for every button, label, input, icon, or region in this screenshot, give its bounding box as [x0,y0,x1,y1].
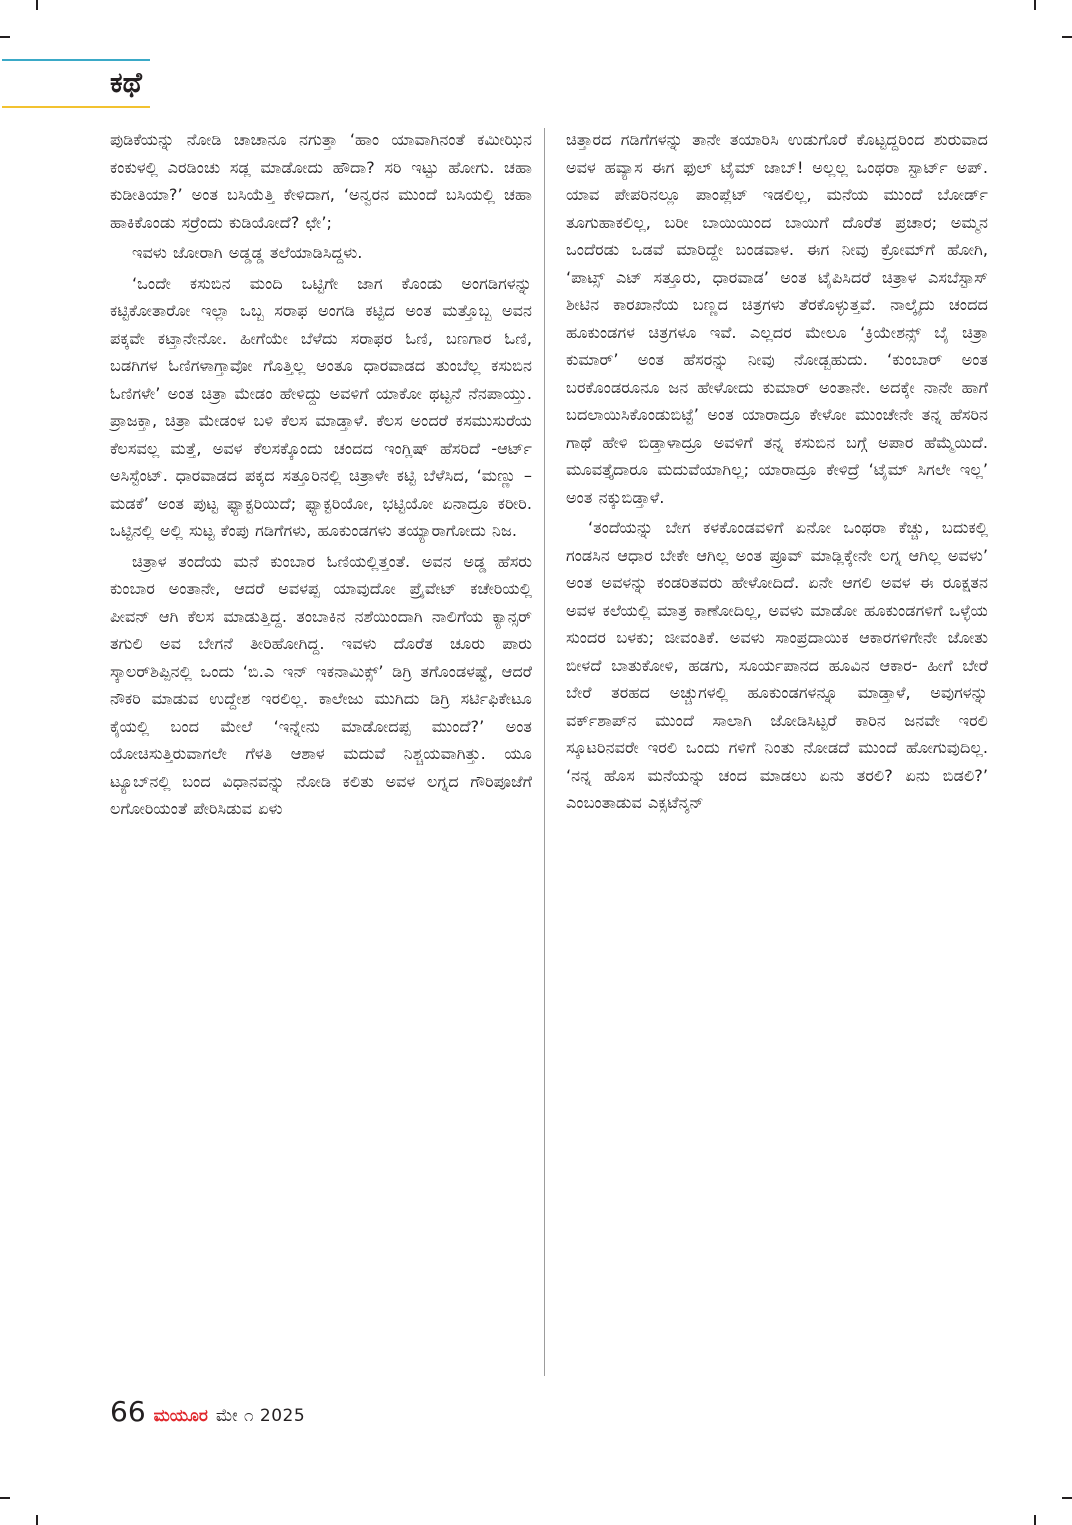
article-paragraph: ಚಿತ್ತಾರದ ಗಡಿಗೆಗಳನ್ನು ತಾನೇ ತಯಾರಿಸಿ ಉಡುಗೊರೆ ಕೊಟ್ಟದ್ದರಿಂದ ಶುರುವಾದ ಅವಳ ಹವ್ಯಾಸ ಈಗ ಫುಲ್ ಟೈಮ್ ಜಾಬ್! ಅಲ್ಲಲ್ಲ ಒಂಥರಾ ಸ್ಟಾರ್ಟ್ ಅಪ್. ಯಾವ ಪೇಪರಿನಲ್ಲೂ ಪಾಂಪ್ಲೆಟ್ ಇಡಲಿಲ್ಲ, ಮನೆಯ ಮುಂದೆ ಬೋರ್ಡ್ ತೂಗುಹಾಕಲಿಲ್ಲ, ಬರೀ ಬಾಯಿಯಿಂದ ಬಾಯಿಗೆ ದೊರೆತ ಪ್ರಚಾರ; ಅಮ್ಮನ ಒಂದೆರಡು ಒಡವೆ ಮಾರಿದ್ದೇ ಬಂಡವಾಳ. ಈಗ ನೀವು ಕ್ರೋಮ್‌ಗೆ ಹೋಗಿ, ‘ಪಾಟ್ಸ್ ಎಟ್ ಸತ್ತೂರು, ಧಾರವಾಡ’ ಅಂತ ಟೈಪಿಸಿದರೆ ಚಿತ್ರಾಳ ಎಸಬೆಸ್ಟಾಸ್ ಶೀಟಿನ ಕಾರಖಾನೆಯ ಬಣ್ಣದ ಚಿತ್ರಗಳು ತೆರಕೊಳ್ಳುತ್ತವೆ. ನಾಲ್ಕೈದು ಚಂದದ ಹೂಕುಂಡಗಳ ಚಿತ್ರಗಳೂ ಇವೆ. ಎಲ್ಲದರ ಮೇಲೂ ‘ಕ್ರಿಯೇಶನ್ಸ್ ಬೈ ಚಿತ್ರಾ ಕುಮಾರ್’ ಅಂತ ಹೆಸರನ್ನು ನೀವು ನೋಡ್ಬಹುದು. ‘ಕುಂಬಾರ್ ಅಂತ ಬರಕೊಂಡರೂನೂ ಜನ ಹೇಳೋದು ಕುಮಾರ್ ಅಂತಾನೇ. ಅದಕ್ಕೇ ನಾನೇ ಹಾಗೆ ಬದಲಾಯಿಸಿಕೊಂಡುಬಿಟ್ಟೆ’ ಅಂತ ಯಾರಾದ್ರೂ ಕೇಳೋ ಮುಂಚೇನೇ ತನ್ನ ಹೆಸರಿನ ಗಾಥೆ ಹೇಳಿ ಬಿಡ್ತಾಳಾದ್ರೂ ಅವಳಿಗೆ ತನ್ನ ಕಸುಬಿನ ಬಗ್ಗೆ ಅಪಾರ ಹೆಮ್ಮೆಯಿದೆ. ಮೂವತ್ತೈದಾರೂ ಮದುವೆಯಾಗಿಲ್ಲ; ಯಾರಾದ್ರೂ ಕೇಳಿದ್ರೆ ‘ಟೈಮ್ ಸಿಗಲೇ ಇಲ್ಲ’ ಅಂತ ನಕ್ಕುಬಿಡ್ತಾಳೆ. [566,130,988,507]
article-paragraph: ಪುಡಿಕೆಯನ್ನು ನೋಡಿ ಚಾಚಾನೂ ನಗುತ್ತಾ ‘ಹಾಂ ಯಾವಾಗಿನಂತೆ ಕಮೀಝಿನ ಕಂಕುಳಲ್ಲಿ ಎರಡಿಂಚು ಸಡ್ಲ ಮಾಡೋದು ಹೌದಾ? ಸರಿ ಇಟ್ಟು ಹೋಗು. ಚಹಾ ಕುಡೀತಿಯಾ?’ ಅಂತ ಬಸಿಯೆತ್ತಿ ಕೇಳಿದಾಗ, ‘ಅನ್ವರನ ಮುಂದೆ ಬಸಿಯಲ್ಲಿ ಚಹಾ ಹಾಕಿಕೊಂಡು ಸರ್ರೆಂದು ಕುಡಿಯೋದೆ? ಛೇ’; [110,130,532,232]
article-paragraph: ‘ಒಂದೇ ಕಸುಬಿನ ಮಂದಿ ಒಟ್ಟಿಗೇ ಜಾಗ ಕೊಂಡು ಅಂಗಡಿಗಳನ್ನು ಕಟ್ಟಿಕೋತಾರೋ ಇಲ್ಲಾ ಒಬ್ಬ ಸರಾಫ ಅಂಗಡಿ ಕಟ್ಟಿದ ಅಂತ ಮತ್ತೊಬ್ಬ ಅವನ ಪಕ್ಕವೇ ಕಟ್ತಾನೇನೋ. ಹೀಗೆಯೇ ಬೆಳೆದು ಸರಾಫರ ಓಣಿ, ಬಣಗಾರ ಓಣಿ, ಬಡಗಿಗಳ ಓಣಿಗಳಾಗ್ತಾವೋ ಗೊತ್ತಿಲ್ಲ ಅಂತೂ ಧಾರವಾಡದ ತುಂಬೆಲ್ಲ ಕಸುಬಿನ ಓಣಿಗಳೇ’ ಅಂತ ಚಿತ್ರಾ ಮೇಡಂ ಹೇಳಿದ್ದು ಅವಳಿಗೆ ಯಾಕೋ ಥಟ್ಟನೆ ನೆನಪಾಯ್ತು. ಪ್ರಾಜಕ್ತಾ, ಚಿತ್ರಾ ಮೇಡಂಳ ಬಳಿ ಕೆಲಸ ಮಾಡ್ತಾಳೆ. ಕೆಲಸ ಅಂದರೆ ಕಸಮುಸುರೆಯ ಕೆಲಸವಲ್ಲ ಮತ್ತೆ, ಅವಳ ಕೆಲಸಕ್ಕೊಂದು ಚಂದದ ಇಂಗ್ಲಿಷ್ ಹೆಸರಿದೆ -ಆರ್ಟ್ ಅಸಿಸ್ಟೆಂಟ್. ಧಾರವಾಡದ ಪಕ್ಕದ ಸತ್ತೂರಿನಲ್ಲಿ ಚಿತ್ರಾಳೇ ಕಟ್ಟಿ ಬೆಳೆಸಿದ, ‘ಮಣ್ಣು – ಮಡಕೆ’ ಅಂತ ಪುಟ್ಟ ಫ್ಯಾಕ್ಟರಿಯಿದೆ; ಫ್ಯಾಕ್ಟರಿಯೋ, ಭಟ್ಟಿಯೋ ಏನಾದ್ರೂ ಕರೀರಿ. ಒಟ್ಟಿನಲ್ಲಿ ಅಲ್ಲಿ ಸುಟ್ಟ ಕೆಂಪು ಗಡಿಗೆಗಳು, ಹೂಕುಂಡಗಳು ತಯ್ಯಾರಾಗೋದು ನಿಜ. [110,273,532,540]
page-footer [110,1394,305,1430]
article-paragraph: ‘ತಂದೆಯನ್ನು ಬೇಗ ಕಳಕೊಂಡವಳಿಗೆ ಏನೋ ಒಂಥರಾ ಕೆಚ್ಚು, ಬದುಕಲ್ಲಿ ಗಂಡಸಿನ ಆಧಾರ ಬೇಕೇ ಆಗಿಲ್ಲ ಅಂತ ಪ್ರೂವ್ ಮಾಡ್ಲಿಕ್ಕೇನೇ ಲಗ್ನ ಆಗಿಲ್ಲ ಅವಳು’ ಅಂತ ಅವಳನ್ನು ಕಂಡರಿತವರು ಹೇಳೋದಿದೆ. ಏನೇ ಆಗಲಿ ಅವಳ ಈ ರೂಕ್ಷತನ ಅವಳ ಕಲೆಯಲ್ಲಿ ಮಾತ್ರ ಕಾಣೋದಿಲ್ಲ, ಅವಳು ಮಾಡೋ ಹೂಕುಂಡಗಳಿಗೆ ಒಳ್ಳೆಯ ಸುಂದರ ಬಳಕು; ಜೀವಂತಿಕೆ. ಅವಳು ಸಾಂಪ್ರದಾಯಿಕ ಆಕಾರಗಳಿಗೇನೇ ಜೋತು ಬೀಳದೆ ಬಾತುಕೋಳಿ, ಹಡಗು, ಸೂರ್ಯಪಾನದ ಹೂವಿನ ಆಕಾರ- ಹೀಗೆ ಬೇರೆ ಬೇರೆ ತರಹದ ಅಚ್ಚುಗಳಲ್ಲಿ ಹೂಕುಂಡಗಳನ್ನೂ ಮಾಡ್ತಾಳೆ, ಅವುಗಳನ್ನು ವರ್ಕ್‌ಶಾಪ್‌ನ ಮುಂದೆ ಸಾಲಾಗಿ ಜೋಡಿಸಿಟ್ಟರೆ ಕಾರಿನ ಜನವೇ ಇರಲಿ ಸ್ಕೂಟರಿನವರೇ ಇರಲಿ ಒಂದು ಗಳಿಗೆ ನಿಂತು ನೋಡದೆ ಮುಂದೆ ಹೋಗುವುದಿಲ್ಲ. ‘ನನ್ನ ಹೊಸ ಮನೆಯನ್ನು ಚಂದ ಮಾಡಲು ಏನು ತರಲಿ? ಏನು ಬಿಡಲಿ?’ ಎಂಬಂತಾಡುವ ಎಕ್ಸಟೆನ್ಶನ್ [566,518,988,812]
section-accent-rule-bottom [2,106,150,108]
crop-mark-bottom-left-h [0,1497,10,1499]
crop-mark-top-right-h [1062,36,1072,38]
crop-mark-top-right [1034,0,1036,10]
article-paragraph: ಚಿತ್ರಾಳ ತಂದೆಯ ಮನೆ ಕುಂಬಾರ ಓಣಿಯಲ್ಲಿತ್ತಂತೆ. ಅವನ ಅಡ್ಡ ಹೆಸರು ಕುಂಬಾರ ಅಂತಾನೇ, ಆದರೆ ಅವಳಪ್ಪ ಯಾವುದೋ ಪ್ರೈವೇಟ್ ಕಚೇರಿಯಲ್ಲಿ ಪೀವನ್ ಆಗಿ ಕೆಲಸ ಮಾಡುತ್ತಿದ್ದ. ತಂಬಾಕಿನ ನಶೆಯಿಂದಾಗಿ ನಾಲಿಗೆಯ ಕ್ಯಾನ್ಸರ್ ತಗುಲಿ ಅವ ಬೇಗನೆ ತೀರಿಹೋಗಿದ್ದ. ಇವಳು ದೊರೆತ ಚೂರು ಪಾರು ಸ್ಕಾಲರ್‌ಶಿಪ್ಪಿನಲ್ಲಿ ಒಂದು ‘ಬಿ.ಎ ಇನ್ ಇಕನಾಮಿಕ್ಸ್’ ಡಿಗ್ರಿ ತಗೊಂಡಳಷ್ಟೆ, ಆದರೆ ನೌಕರಿ ಮಾಡುವ ಉದ್ದೇಶ ಇರಲಿಲ್ಲ. ಕಾಲೇಜು ಮುಗಿದು ಡಿಗ್ರಿ ಸರ್ಟಿಫಿಕೇಟೂ ಕೈಯಲ್ಲಿ ಬಂದ ಮೇಲೆ ‘ಇನ್ನೇನು ಮಾಡೋದಪ್ಪ ಮುಂದೆ?’ ಅಂತ ಯೋಚಿಸುತ್ತಿರುವಾಗಲೇ ಗೆಳತಿ ಆಶಾಳ ಮದುವೆ ನಿಶ್ಚಯವಾಗಿತ್ತು. ಯೂ ಟ್ಯೂಬ್‌ನಲ್ಲಿ ಬಂದ ವಿಧಾನವನ್ನು ನೋಡಿ ಕಲಿತು ಅವಳ ಲಗ್ನದ ಗೌರಿಪೂಜೆಗೆ ಲಗೋರಿಯಂತೆ ಪೇರಿಸಿಡುವ ಏಳು [110,551,532,818]
article-column-left [110,126,532,823]
crop-mark-top-left [36,0,38,10]
article-column-right [566,126,988,817]
article-paragraph: ಇವಳು ಜೋರಾಗಿ ಅಡ್ಡಡ್ಡ ತಲೆಯಾಡಿಸಿದ್ದಳು. [132,243,363,262]
crop-mark-top-left-h [0,36,10,38]
section-accent-rule-top [2,59,150,61]
issue-date: ಮೇ ೧ 2025 [215,1406,306,1426]
crop-mark-bottom-left [36,1515,38,1525]
section-title: ಕಥೆ [110,66,142,99]
crop-mark-bottom-right [1034,1515,1036,1525]
column-divider [544,128,545,1376]
page-number: 66 [110,1395,146,1428]
crop-mark-bottom-right-h [1062,1497,1072,1499]
magazine-logo: ಮಯೂರ [153,1406,208,1426]
